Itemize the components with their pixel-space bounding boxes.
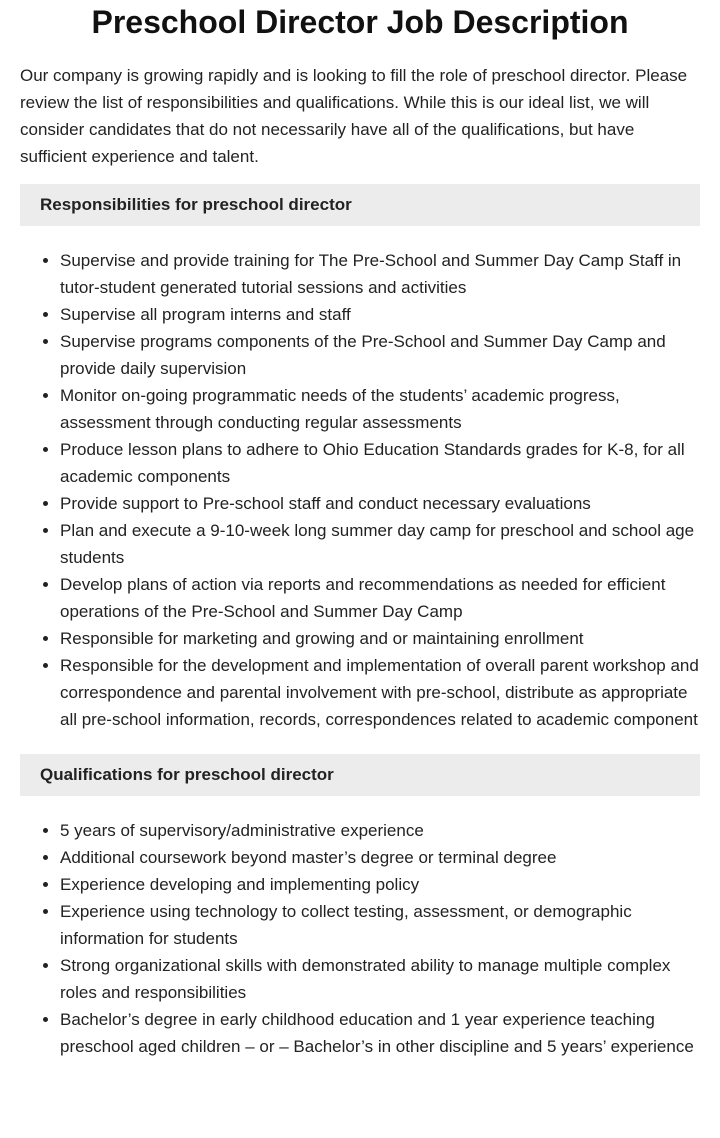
page-title: Preschool Director Job Description: [91, 4, 629, 40]
list-item: • Responsible for the development and implementation of overall parent workshop and correspondence and parental involvement with pre-school, distribute as appropriate all pre-school information, records, correspondences related to academic component: [60, 652, 700, 733]
responsibilities-heading: Responsibilities for preschool director: [20, 184, 700, 226]
list-item: • Bachelor’s degree in early childhood education and 1 year experience teaching preschool aged children – or – Bachelor’s in other discipline and 5 years’ experience: [60, 1006, 700, 1060]
list-item: • Supervise programs components of the Pre-School and Summer Day Camp and provide daily supervision: [60, 328, 700, 382]
qualifications-heading: Qualifications for preschool director: [20, 754, 700, 796]
list-item: • Supervise and provide training for The Pre-School and Summer Day Camp Staff in tutor-student generated tutorial sessions and activities: [60, 247, 700, 301]
list-item: • Experience developing and implementing policy: [60, 871, 700, 898]
list-item: • Responsible for marketing and growing and or maintaining enrollment: [60, 625, 700, 652]
list-item: • Plan and execute a 9-10-week long summer day camp for preschool and school age students: [60, 517, 700, 571]
list-item: • 5 years of supervisory/administrative experience: [60, 817, 700, 844]
list-item: • Experience using technology to collect testing, assessment, or demographic information for students: [60, 898, 700, 952]
list-item: • Develop plans of action via reports and recommendations as needed for efficient operations of the Pre-School and Summer Day Camp: [60, 571, 700, 625]
qualifications-list: [20, 817, 700, 1060]
list-item: • Additional coursework beyond master’s degree or terminal degree: [60, 844, 700, 871]
list-item: • Produce lesson plans to adhere to Ohio Education Standards grades for K-8, for all academic components: [60, 436, 700, 490]
responsibilities-list: [20, 247, 700, 733]
list-item: • Monitor on-going programmatic needs of the students’ academic progress, assessment through conducting regular assessments: [60, 382, 700, 436]
intro-paragraph: Our company is growing rapidly and is looking to fill the role of preschool director. Please review the list of responsibilities and qualifications. While this is our ideal list, we will consider candidates that do not necessarily have all of the qualifications, but have sufficient experience and talent.: [20, 66, 688, 166]
list-item: • Supervise all program interns and staff: [60, 301, 700, 328]
list-item: • Provide support to Pre-school staff and conduct necessary evaluations: [60, 490, 700, 517]
list-item: • Strong organizational skills with demonstrated ability to manage multiple complex roles and responsibilities: [60, 952, 700, 1006]
